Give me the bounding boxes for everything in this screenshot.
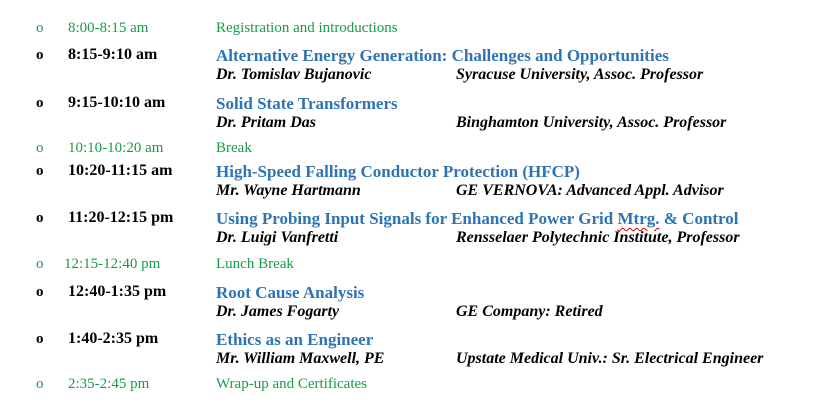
bullet: o bbox=[36, 331, 44, 347]
bullet: o bbox=[36, 376, 44, 392]
session-title: Solid State Transformers bbox=[216, 94, 398, 113]
time-slot: 10:10-10:20 am bbox=[68, 140, 164, 156]
session-title: Break bbox=[216, 140, 252, 156]
bullet: o bbox=[36, 20, 44, 36]
bullet: o bbox=[36, 95, 44, 111]
session-title: Root Cause Analysis bbox=[216, 283, 365, 302]
speaker-affiliation: GE Company: Retired bbox=[456, 303, 603, 320]
time-slot: 8:15-9:10 am bbox=[68, 46, 158, 63]
speaker-name: Dr. Tomislav Bujanovic bbox=[216, 66, 372, 83]
speaker-affiliation: Binghamton University, Assoc. Professor bbox=[456, 114, 727, 131]
speaker-name: Mr. Wayne Hartmann bbox=[216, 182, 361, 199]
time-slot: 8:00-8:15 am bbox=[68, 20, 149, 36]
session-title: Registration and introductions bbox=[216, 20, 398, 36]
session-title-part: & Control bbox=[659, 209, 739, 228]
time-slot: 12:40-1:35 pm bbox=[68, 283, 167, 300]
speaker-name: Dr. Pritam Das bbox=[216, 114, 317, 131]
speaker-name: Dr. Luigi Vanfretti bbox=[216, 229, 339, 246]
time-slot: 12:15-12:40 pm bbox=[64, 256, 161, 272]
session-title-part: Using Probing Input Signals for Enhanced Power Grid bbox=[216, 209, 618, 228]
spellcheck-flagged-word: Mtrg. bbox=[617, 209, 660, 228]
bullet: o bbox=[36, 284, 44, 300]
speaker-name: Mr. William Maxwell, PE bbox=[216, 350, 385, 367]
speaker-name: Dr. James Fogarty bbox=[216, 303, 340, 320]
time-slot: 2:35-2:45 pm bbox=[68, 376, 150, 392]
bullet: o bbox=[36, 256, 44, 272]
time-slot: 1:40-2:35 pm bbox=[68, 330, 159, 347]
bullet: o bbox=[36, 210, 44, 226]
bullet: o bbox=[36, 47, 44, 63]
session-title: High-Speed Falling Conductor Protection (HFCP) bbox=[216, 162, 580, 181]
session-title bbox=[216, 209, 739, 229]
speaker-affiliation: Rensselaer Polytechnic Institute, Professor bbox=[456, 229, 740, 246]
speaker-affiliation: Syracuse University, Assoc. Professor bbox=[456, 66, 704, 83]
session-title: Wrap-up and Certificates bbox=[216, 376, 367, 392]
time-slot: 11:20-12:15 pm bbox=[68, 209, 174, 226]
session-title: Ethics as an Engineer bbox=[216, 330, 374, 349]
bullet: o bbox=[36, 140, 44, 156]
time-slot: 9:15-10:10 am bbox=[68, 94, 166, 111]
session-title: Alternative Energy Generation: Challenges and Opportunities bbox=[216, 46, 669, 65]
speaker-affiliation: Upstate Medical Univ.: Sr. Electrical Engineer bbox=[456, 350, 764, 367]
bullet: o bbox=[36, 163, 44, 179]
time-slot: 10:20-11:15 am bbox=[68, 162, 173, 179]
speaker-affiliation: GE VERNOVA: Advanced Appl. Advisor bbox=[456, 182, 724, 199]
session-title: Lunch Break bbox=[216, 256, 294, 272]
